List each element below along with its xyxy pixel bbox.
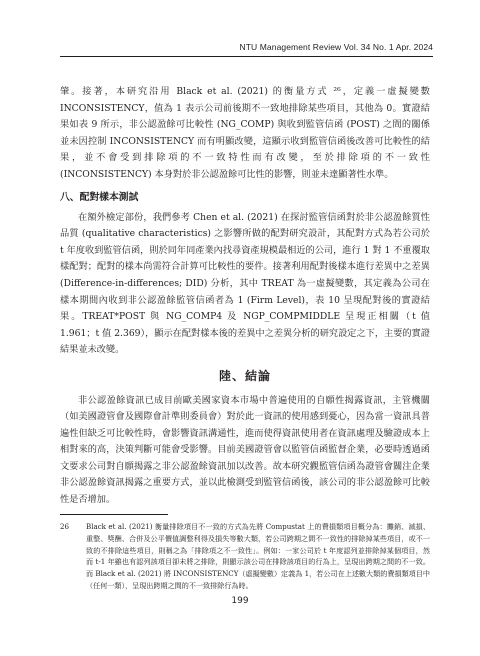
body-text [60,84,430,509]
chapter-heading-conclusion: 陸、結論 [218,368,271,383]
paragraph-continuation: 肇。接著，本研究沿用 Black et al. (2021) 的衡量方式 ²⁶，定義一虛擬變數 INCONSISTENCY，值為 1 表示公司前後期不一致地排除某些項目，其他為 0。實證結果如表 9 所示，非公認盈餘可比較性 (NG_COMP) 與收到監管信函 (POST) 之間的關係並未因控制 INCONSISTENCY 而有明顯改變，這顯示收到監管信函後改善可比較性的結果，並不會受到排除項的不一致特性而有改變，至於排除項的不一致性 (INCONSISTENCY) 本身對於非公認盈餘可比性的影響，則並未達顯著性水準。 [60,86,430,180]
footnote-text: Black et al. (2021) 衡量排除項目不一致的方式為先將 Compustat 上的費損類項目概分為：攤銷、減損、重整、獎酬、合併及公平價值調整利得及損失等數大類，若公司跨期之間不一致性的排除掉某些項目，或不一致的不排除這些項目，則稱之為「排除項之不一致性」。例如：一家公司於 t 年度認列並排除掉某個項目，然而 t-1 年雖也有認列該項目卻未將之排除，則顯示該公司在排除該項目的行為上，呈現出跨期之間的不一致。而 Black et al. (2021) 將 INCONSISTENCY（虛擬變數）定義為 1，若公司在上述數大類的費損類項目中（任何一類），呈現出跨期之間的不一致排除行為時。 [86,522,430,590]
page-number: 199 [231,596,249,606]
running-header: NTU Management Review Vol. 34 No. 1 Apr. 2024 [239,42,433,52]
footnote-number: 26 [60,522,70,531]
footnote-rule [60,514,168,515]
footnote [60,521,430,592]
paragraph-matched-sample: 在額外檢定部份，我們參考 Chen et al. (2021) 在探討監管信函對於非公認盈餘質性品質 (qualitative characteristics) 之影響所做的配對研究設計，其配對方式為若公司於 t 年度收到監管信函，則於同年同產業內找尋資產規模最相近的公司，進行 1 對 1 不重覆取樣配對；配對的樣本尚需符合計算可比較性的要件。接著利用配對後樣本進行差異中之差異 (Difference-in-differences; DID) 分析，其中 TREAT 為一虛擬變數，其定義為公司在樣本期間內收到非公認盈餘監管信函者為 1 (Firm Level)，表 10 呈現配對後的實證結果。TREAT*POST 與 NG_COMP4 及 NGP_COMPMIDDLE 呈現正相關（t 值 1.961；t 值 2.369），顯示在配對樣本後的差異中之差異分析的研究設定之下，主要的實證結果並未改變。 [60,211,430,356]
section-heading-matched-sample: 八、配對樣本測試 [60,191,139,203]
paragraph-conclusion: 非公認盈餘資訊已成目前歐美國家資本市場中普遍使用的自願性揭露資訊，主管機關（如美國證管會及國際會計準則委員會）對於此一資訊的使用感到憂心，因為當一資訊具普遍性但缺乏可比較性時，會影響資訊溝通性，進而使得資訊使用者在資訊處理及驗證成本上相對來的高，決策判斷可能會受影響。目前美國證管會以監管信函監督企業，必要時透過函文要求公司對自願揭露之非公認盈餘資訊加以改善。故本研究觀監管信函為證管會關注企業非公認盈餘資訊揭露之重要方式，並以此檢測受到監管信函後，該公司的非公認盈餘可比較性是否增加。 [60,394,430,506]
header-rule [60,56,433,57]
